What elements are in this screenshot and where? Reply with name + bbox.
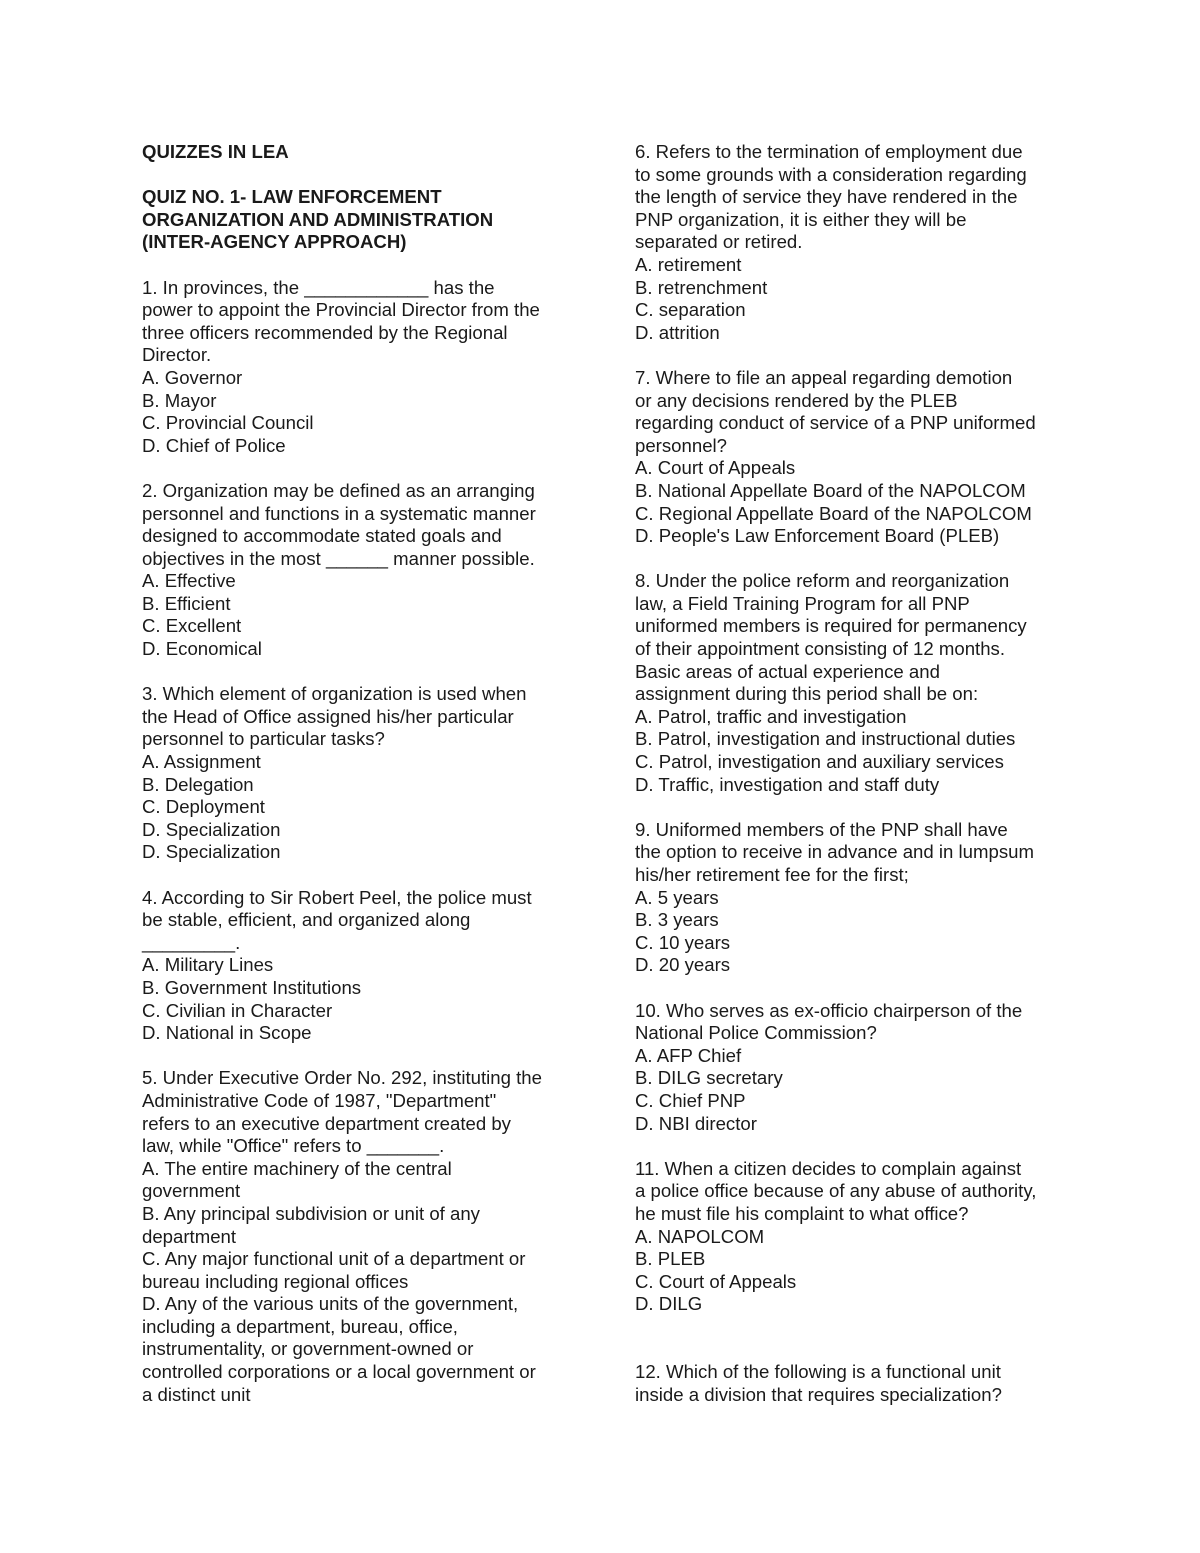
answer-option: D. Specialization xyxy=(142,818,281,840)
question-text-line: the Head of Office assigned his/her particular xyxy=(142,705,514,727)
question-10 xyxy=(635,1000,1075,1136)
question-text-line: Director. xyxy=(142,344,212,366)
question-text-line: personnel to particular tasks? xyxy=(142,728,385,750)
answer-option: C. Deployment xyxy=(142,796,265,818)
question-text-line: 8. Under the police reform and reorganization xyxy=(635,570,1010,592)
answer-option: B. Any principal subdivision or unit of any xyxy=(142,1202,480,1224)
question-text-line: of their appointment consisting of 12 months. xyxy=(635,638,1006,660)
question-6 xyxy=(635,141,1075,344)
question-text-line: refers to an executive department created by xyxy=(142,1112,511,1134)
question-text-line: inside a division that requires specialization? xyxy=(635,1383,1002,1405)
question-5 xyxy=(142,1067,580,1406)
answer-option: A. retirement xyxy=(635,253,742,275)
answer-option: D. attrition xyxy=(635,321,720,343)
answer-option: including a department, bureau, office, xyxy=(142,1315,458,1337)
answer-option: A. Patrol, traffic and investigation xyxy=(635,705,907,727)
question-text-line: 5. Under Executive Order No. 292, instituting the xyxy=(142,1067,542,1089)
answer-option: D. Economical xyxy=(142,638,262,660)
answer-option: C. Court of Appeals xyxy=(635,1270,797,1292)
question-text-line: designed to accommodate stated goals and xyxy=(142,525,502,547)
question-text-line: 11. When a citizen decides to complain against xyxy=(635,1157,1022,1179)
answer-option: B. National Appellate Board of the NAPOLCOM xyxy=(635,479,1026,501)
question-text-line: be stable, efficient, and organized along xyxy=(142,909,471,931)
answer-option: instrumentality, or government-owned or xyxy=(142,1338,474,1360)
question-text-line: law, a Field Training Program for all PNP xyxy=(635,592,970,614)
question-text-line: or any decisions rendered by the PLEB xyxy=(635,389,958,411)
question-text-line: 6. Refers to the termination of employment due xyxy=(635,141,1023,162)
answer-option: D. NBI director xyxy=(635,1112,757,1134)
answer-option: D. Chief of Police xyxy=(142,434,286,456)
question-text-line: the option to receive in advance and in lumpsum xyxy=(635,841,1034,863)
quiz-heading-line: (INTER-AGENCY APPROACH) xyxy=(142,231,407,253)
answer-option: C. Regional Appellate Board of the NAPOLCOM xyxy=(635,502,1032,524)
question-text-line: 12. Which of the following is a functional unit xyxy=(635,1361,1001,1383)
question-text-line: assignment during this period shall be on: xyxy=(635,683,979,705)
answer-option: C. Excellent xyxy=(142,615,242,637)
question-text-line: 3. Which element of organization is used when xyxy=(142,683,527,705)
answer-option: B. Efficient xyxy=(142,592,231,614)
answer-option: B. retrenchment xyxy=(635,276,768,298)
question-text-line: law, while "Office" refers to _______. xyxy=(142,1135,445,1157)
question-text-line: a police office because of any abuse of authority, xyxy=(635,1180,1037,1202)
quiz-heading-line: QUIZ NO. 1- LAW ENFORCEMENT xyxy=(142,186,442,208)
question-1 xyxy=(142,277,580,458)
question-text-line: Basic areas of actual experience and xyxy=(635,660,940,682)
answer-option: C. Civilian in Character xyxy=(142,999,333,1021)
question-text-line: 2. Organization may be defined as an arranging xyxy=(142,479,535,501)
question-text-line: 10. Who serves as ex-officio chairperson of the xyxy=(635,999,1023,1021)
answer-option: C. Provincial Council xyxy=(142,412,314,434)
answer-option: D. Specialization xyxy=(142,841,281,863)
question-text-line: separated or retired. xyxy=(635,231,803,253)
question-7 xyxy=(635,367,1075,548)
question-text-line: objectives in the most ______ manner possible. xyxy=(142,547,535,569)
answer-option: C. separation xyxy=(635,299,746,321)
question-8 xyxy=(635,570,1075,796)
answer-option: D. 20 years xyxy=(635,954,731,976)
question-text-line: regarding conduct of service of a PNP uniformed xyxy=(635,412,1036,434)
answer-option: A. Military Lines xyxy=(142,954,274,976)
question-12 xyxy=(635,1361,1075,1406)
answer-option: D. People's Law Enforcement Board (PLEB) xyxy=(635,525,1000,547)
question-text-line: power to appoint the Provincial Director from the xyxy=(142,299,540,321)
answer-option: B. Mayor xyxy=(142,389,217,411)
answer-option: D. National in Scope xyxy=(142,1022,312,1044)
question-text-line: 4. According to Sir Robert Peel, the police must xyxy=(142,886,532,908)
answer-option: D. DILG xyxy=(635,1293,703,1315)
question-text-line: personnel and functions in a systematic manner xyxy=(142,502,536,524)
question-4 xyxy=(142,887,580,1045)
answer-option: B. Government Institutions xyxy=(142,976,362,998)
question-text-line: the length of service they have rendered in the xyxy=(635,186,1018,208)
answer-option: B. PLEB xyxy=(635,1248,706,1270)
answer-option: B. Patrol, investigation and instructional duties xyxy=(635,728,1016,750)
question-text-line: National Police Commission? xyxy=(635,1022,877,1044)
answer-option: A. The entire machinery of the central xyxy=(142,1157,452,1179)
question-text-line: _________. xyxy=(142,931,241,953)
question-3 xyxy=(142,683,580,864)
answer-option: C. Patrol, investigation and auxiliary services xyxy=(635,751,1004,773)
question-text-line: three officers recommended by the Regional xyxy=(142,321,508,343)
question-text-line: to some grounds with a consideration regarding xyxy=(635,163,1027,185)
answer-option: a distinct unit xyxy=(142,1383,251,1405)
answer-option: B. DILG secretary xyxy=(635,1067,783,1089)
answer-option: B. Delegation xyxy=(142,773,254,795)
right-column xyxy=(635,141,1075,1406)
question-11 xyxy=(635,1158,1075,1316)
answer-option: A. Court of Appeals xyxy=(635,457,796,479)
question-9 xyxy=(635,819,1075,977)
question-text-line: Administrative Code of 1987, "Department" xyxy=(142,1089,497,1111)
answer-option: A. 5 years xyxy=(635,886,719,908)
answer-option: A. Assignment xyxy=(142,751,261,773)
document-title: QUIZZES IN LEA xyxy=(142,141,289,162)
answer-option: D. Traffic, investigation and staff duty xyxy=(635,773,940,795)
left-column xyxy=(142,141,580,1406)
question-text-line: 1. In provinces, the ____________ has the xyxy=(142,276,495,298)
answer-option: A. AFP Chief xyxy=(635,1044,742,1066)
question-2 xyxy=(142,480,580,661)
answer-option: A. Governor xyxy=(142,366,243,388)
answer-option: government xyxy=(142,1180,241,1202)
question-text-line: PNP organization, it is either they will be xyxy=(635,208,967,230)
answer-option: bureau including regional offices xyxy=(142,1270,409,1292)
answer-option: A. Effective xyxy=(142,570,236,592)
answer-option: B. 3 years xyxy=(635,909,719,931)
answer-option: controlled corporations or a local government or xyxy=(142,1361,536,1383)
question-text-line: personnel? xyxy=(635,434,728,456)
answer-option: department xyxy=(142,1225,237,1247)
answer-option: D. Any of the various units of the government, xyxy=(142,1293,519,1315)
question-text-line: 9. Uniformed members of the PNP shall have xyxy=(635,818,1008,840)
question-text-line: he must file his complaint to what office? xyxy=(635,1202,969,1224)
answer-option: C. Chief PNP xyxy=(635,1089,746,1111)
answer-option: C. Any major functional unit of a department or xyxy=(142,1248,526,1270)
question-text-line: 7. Where to file an appeal regarding demotion xyxy=(635,366,1013,388)
quiz-heading-line: ORGANIZATION AND ADMINISTRATION xyxy=(142,208,494,230)
answer-option: A. NAPOLCOM xyxy=(635,1225,765,1247)
answer-option: C. 10 years xyxy=(635,931,731,953)
question-text-line: uniformed members is required for permanency xyxy=(635,615,1027,637)
question-text-line: his/her retirement fee for the first; xyxy=(635,864,909,885)
